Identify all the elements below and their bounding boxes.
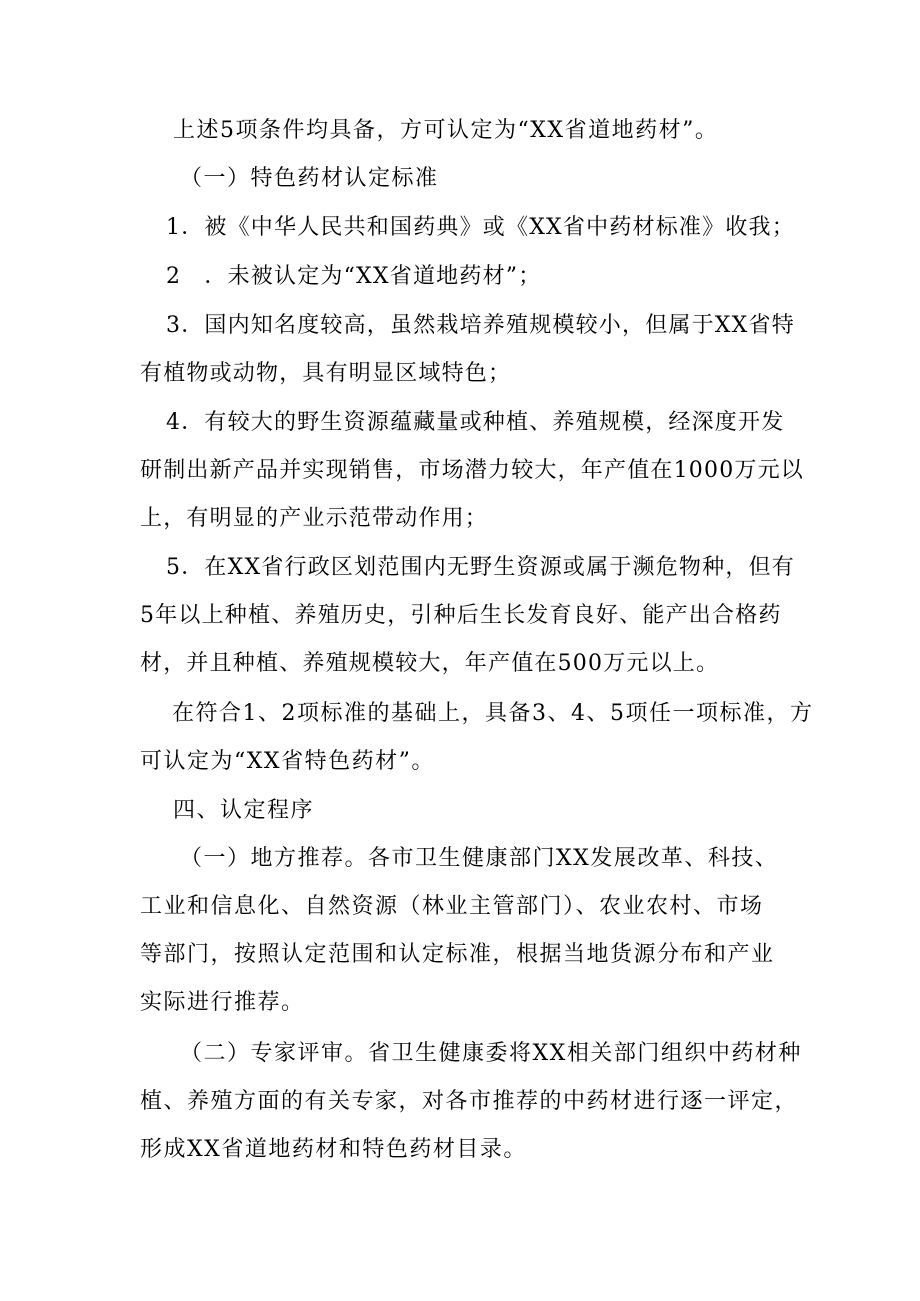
text-line: 在符合1、2项标准的基础上，具备3、4、5项任一项标准，方 bbox=[172, 701, 814, 726]
text-line: （一）地方推荐。各市卫生健康部门XX发展改革、科技、 bbox=[180, 846, 779, 871]
section-heading-procedure bbox=[173, 787, 823, 835]
text-line: 1．被《中华人民共和国药典》或《XX省中药材标准》收我； bbox=[166, 215, 795, 240]
text-line: 5．在XX省行政区划范围内无野生资源或属于濒危物种，但有 bbox=[166, 555, 795, 580]
paragraph-expert-review bbox=[140, 1030, 802, 1174]
text-line: 实际进行推荐。 bbox=[140, 990, 305, 1015]
section-heading-tese-standard bbox=[180, 155, 830, 203]
text-line: 植、养殖方面的有关专家，对各市推荐的中药材进行逐一评定， bbox=[140, 1089, 799, 1114]
text-line: 四、认定程序 bbox=[173, 798, 315, 823]
text-line: （一）特色药材认定标准 bbox=[180, 166, 439, 191]
text-line: 2 ．未被认定为“XX省道地药材”； bbox=[166, 264, 542, 289]
text-line: 可认定为“XX省特色药材”。 bbox=[140, 749, 435, 774]
text-line: 3．国内知名度较高，虽然栽培养殖规模较小，但属于XX省特 bbox=[166, 313, 795, 338]
criterion-item-2 bbox=[166, 253, 816, 301]
criterion-item-5 bbox=[140, 544, 795, 688]
criterion-item-4 bbox=[140, 399, 804, 543]
text-line: 4．有较大的野生资源蕴藏量或种植、养殖规模，经深度开发 bbox=[166, 410, 785, 435]
text-line: 工业和信息化、自然资源（林业主管部门）、农业农村、市场 bbox=[140, 894, 764, 919]
text-line: 有植物或动物，具有明显区域特色； bbox=[140, 361, 512, 386]
paragraph-conclusion-tese bbox=[140, 690, 814, 786]
criterion-item-3 bbox=[140, 302, 795, 398]
text-line: 研制出新产品并实现销售，市场潜力较大，年产值在1000万元以 bbox=[140, 458, 804, 483]
criterion-item-1 bbox=[166, 204, 816, 252]
text-line: 5年以上种植、养殖历史，引种后生长发育良好、能产出合格药 bbox=[140, 603, 782, 628]
text-line: 等部门，按照认定范围和认定标准，根据当地货源分布和产业 bbox=[140, 942, 775, 967]
text-line: 上述5项条件均具备，方可认定为“XX省道地药材”。 bbox=[173, 118, 719, 143]
text-line: （二）专家评审。省卫生健康委将XX相关部门组织中药材种 bbox=[180, 1041, 802, 1066]
paragraph-local-recommendation bbox=[140, 835, 790, 1027]
text-line: 形成XX省道地药材和特色药材目录。 bbox=[140, 1137, 527, 1162]
text-line: 材，并且种植、养殖规模较大，年产值在500万元以上。 bbox=[140, 651, 720, 676]
paragraph-conclusion-daodi bbox=[173, 107, 823, 155]
text-line: 上，有明显的产业示范带动作用； bbox=[140, 506, 489, 531]
